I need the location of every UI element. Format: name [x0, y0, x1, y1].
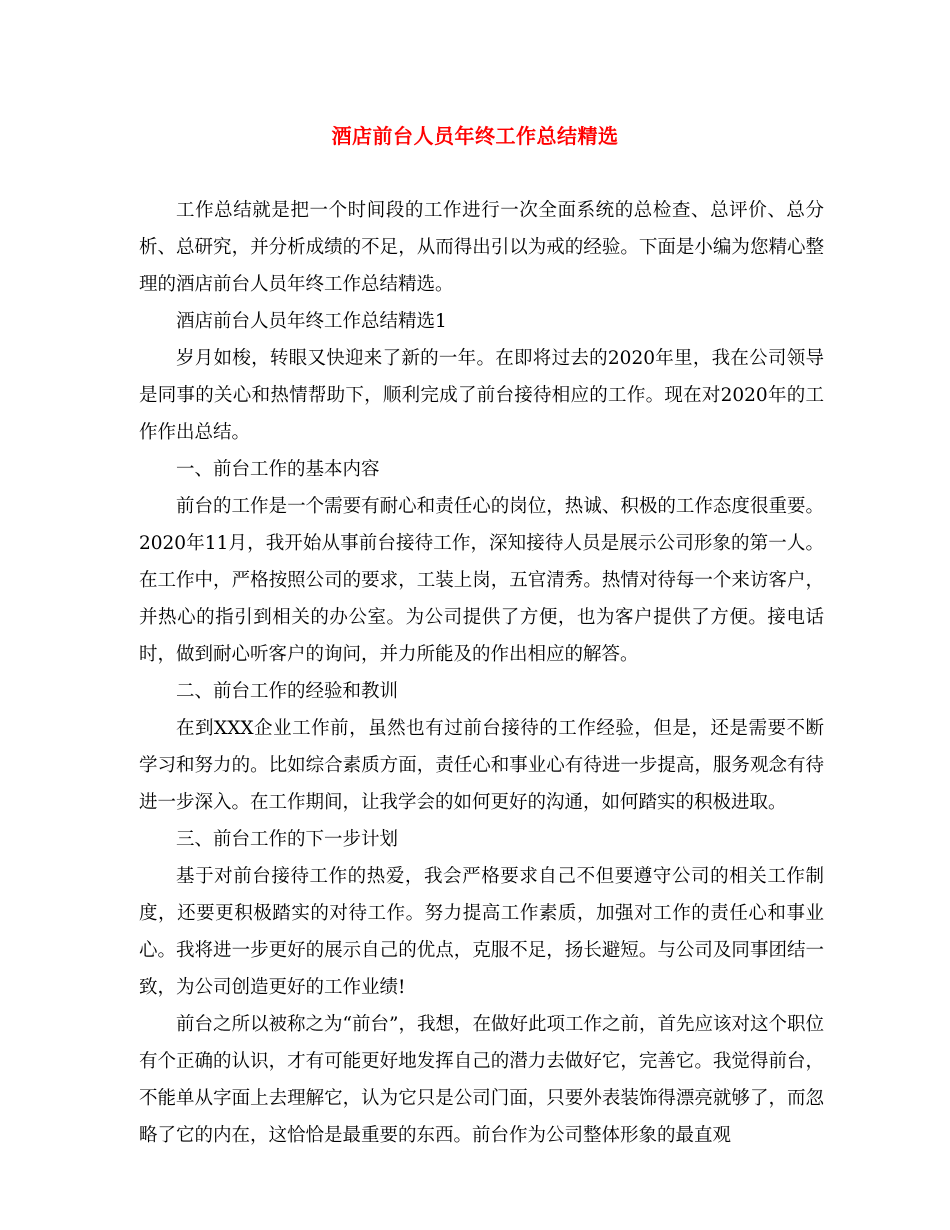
- paragraph-front-desk-meaning: 前台之所以被称之为“前台”，我想，在做好此项工作之前，首先应该对这个职位有个正确的认识，才有可能更好地发挥自己的潜力去做好它，完善它。我觉得前台，不能单从字面上去理解它，认为它只是公司门面，只要外表装饰得漂亮就够了，而忽略了它的内在，这恰恰是最重要的东西。前台作为公司整体形象的最直观: [139, 1014, 824, 1146]
- paragraph-overview: 岁月如梭，转眼又快迎来了新的一年。在即将过去的2020年里，我在公司领导是同事的关心和热情帮助下，顺利完成了前台接待相应的工作。现在对2020年的工作作出总结。: [139, 348, 824, 443]
- paragraph-experience: 在到XXX企业工作前，虽然也有过前台接待的工作经验，但是，还是需要不断学习和努力的。比如综合素质方面，责任心和事业心有待进一步提高，服务观念有待进一步深入。在工作期间，让我学会的如何更好的沟通，如何踏实的积极进取。: [139, 718, 824, 813]
- document-title: 酒店前台人员年终工作总结精选: [331, 124, 619, 148]
- paragraph-intro: 工作总结就是把一个时间段的工作进行一次全面系统的总检查、总评价、总分析、总研究，并分析成绩的不足，从而得出引以为戒的经验。下面是小编为您精心整理的酒店前台人员年终工作总结精选。: [139, 200, 824, 295]
- paragraph-basic-content: 前台的工作是一个需要有耐心和责任心的岗位，热诚、积极的工作态度很重要。2020年11月，我开始从事前台接待工作，深知接待人员是展示公司形象的第一人。在工作中，严格按照公司的要求，工装上岗，五官清秀。热情对待每一个来访客户，并热心的指引到相关的办公室。为公司提供了方便，也为客户提供了方便。接电话时，做到耐心听客户的询问，并力所能及的作出相应的解答。: [139, 496, 824, 665]
- section-heading-next-plan: 三、前台工作的下一步计划: [176, 829, 399, 850]
- document-body: [139, 192, 824, 1154]
- section-heading-experience: 二、前台工作的经验和教训: [176, 681, 399, 702]
- section-heading-1: 酒店前台人员年终工作总结精选1: [176, 311, 447, 332]
- section-heading-basic-content: 一、前台工作的基本内容: [176, 459, 380, 480]
- paragraph-next-plan: 基于对前台接待工作的热爱，我会严格要求自己不但要遵守公司的相关工作制度，还要更积极踏实的对待工作。努力提高工作素质，加强对工作的责任心和事业心。我将进一步更好的展示自己的优点，克服不足，扬长避短。与公司及同事团结一致，为公司创造更好的工作业绩!: [139, 866, 824, 998]
